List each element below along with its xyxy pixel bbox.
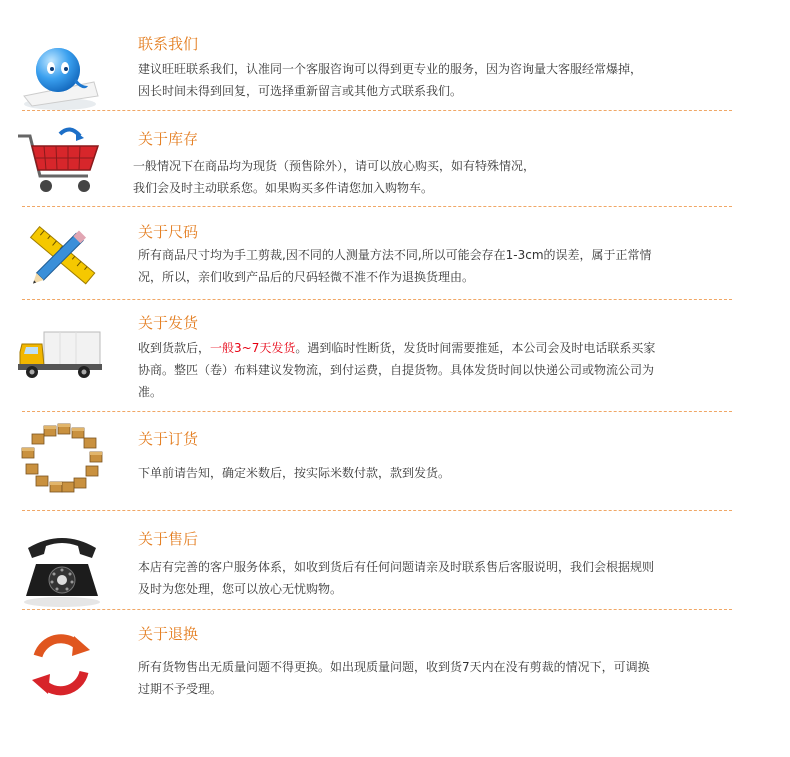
body-text: 。遇到临时性断货，发货时间需要推延，本公司会及时电话联系买家 [295, 341, 656, 355]
body-line: 所有货物售出无质量问题不得更换。如出现质量问题，收到货7天内在没有剪裁的情况下，可调换 [138, 660, 650, 674]
body-line: 一般情况下在商品均为现货（预售除外），请可以放心购买，如有特殊情况， [133, 159, 536, 173]
body-line: 下单前请告知，确定米数后，按实际米数付款，款到发货。 [138, 466, 451, 480]
shopping-cart-icon [14, 124, 104, 204]
telephone-icon [14, 530, 104, 610]
body-line: 我们会及时主动联系您。如果购买多件请您加入购物车。 [133, 181, 434, 195]
body-line: 及时为您处理，您可以放心无忧购物。 [138, 582, 343, 596]
divider [22, 299, 732, 300]
divider [22, 510, 732, 511]
section-title: 联系我们 [138, 35, 199, 53]
body-text: 收到货款后， [138, 341, 211, 355]
section-body [138, 462, 748, 484]
section-title: 关于尺码 [138, 223, 199, 241]
body-line: 所有商品尺寸均为手工剪裁,因不同的人测量方法不同,所以可能会存在1-3cm的误差，属于正常情 [138, 248, 652, 262]
divider [22, 411, 732, 412]
body-line: 况，所以，亲们收到产品后的尺码轻微不准不作为退换货理由。 [138, 270, 475, 284]
section-title: 关于退换 [138, 625, 199, 643]
section-title: 关于订货 [138, 430, 199, 448]
ruler-pencil-icon [14, 216, 104, 296]
body-line: 准。 [138, 385, 163, 399]
delivery-truck-icon [14, 318, 104, 398]
section-body [133, 155, 743, 199]
section-body [138, 556, 748, 600]
section-title: 关于发货 [138, 314, 199, 332]
section-body [138, 337, 748, 403]
body-line: 建议旺旺联系我们，认准同一个客服咨询可以得到更专业的服务，因为咨询量大客服经常爆掉， [138, 62, 643, 76]
section-title: 关于售后 [138, 530, 199, 548]
ship-time-highlight: 一般3~7天发货 [210, 341, 296, 355]
body-line: 协商。整匹（卷）布料建议发物流，到付运费，自提货物。具体发货时间以快递公司或物流公司为 [138, 363, 655, 377]
section-body [138, 656, 748, 700]
refresh-arrows-icon [14, 626, 104, 706]
body-line: 因长时间未得到回复，可选择重新留言或其他方式联系我们。 [138, 84, 463, 98]
body-line: 过期不予受理。 [138, 682, 223, 696]
chat-bubble-icon [14, 36, 104, 116]
section-body [138, 244, 748, 288]
body-line: 本店有完善的客户服务体系，如收到货后有任何问题请亲及时联系售后客服说明，我们会根据规则 [138, 560, 655, 574]
divider [22, 110, 732, 111]
section-body [138, 58, 748, 102]
section-title: 关于库存 [138, 130, 199, 148]
divider [22, 609, 732, 610]
boxes-icon [14, 420, 104, 500]
body-line [138, 337, 748, 359]
divider [22, 206, 732, 207]
